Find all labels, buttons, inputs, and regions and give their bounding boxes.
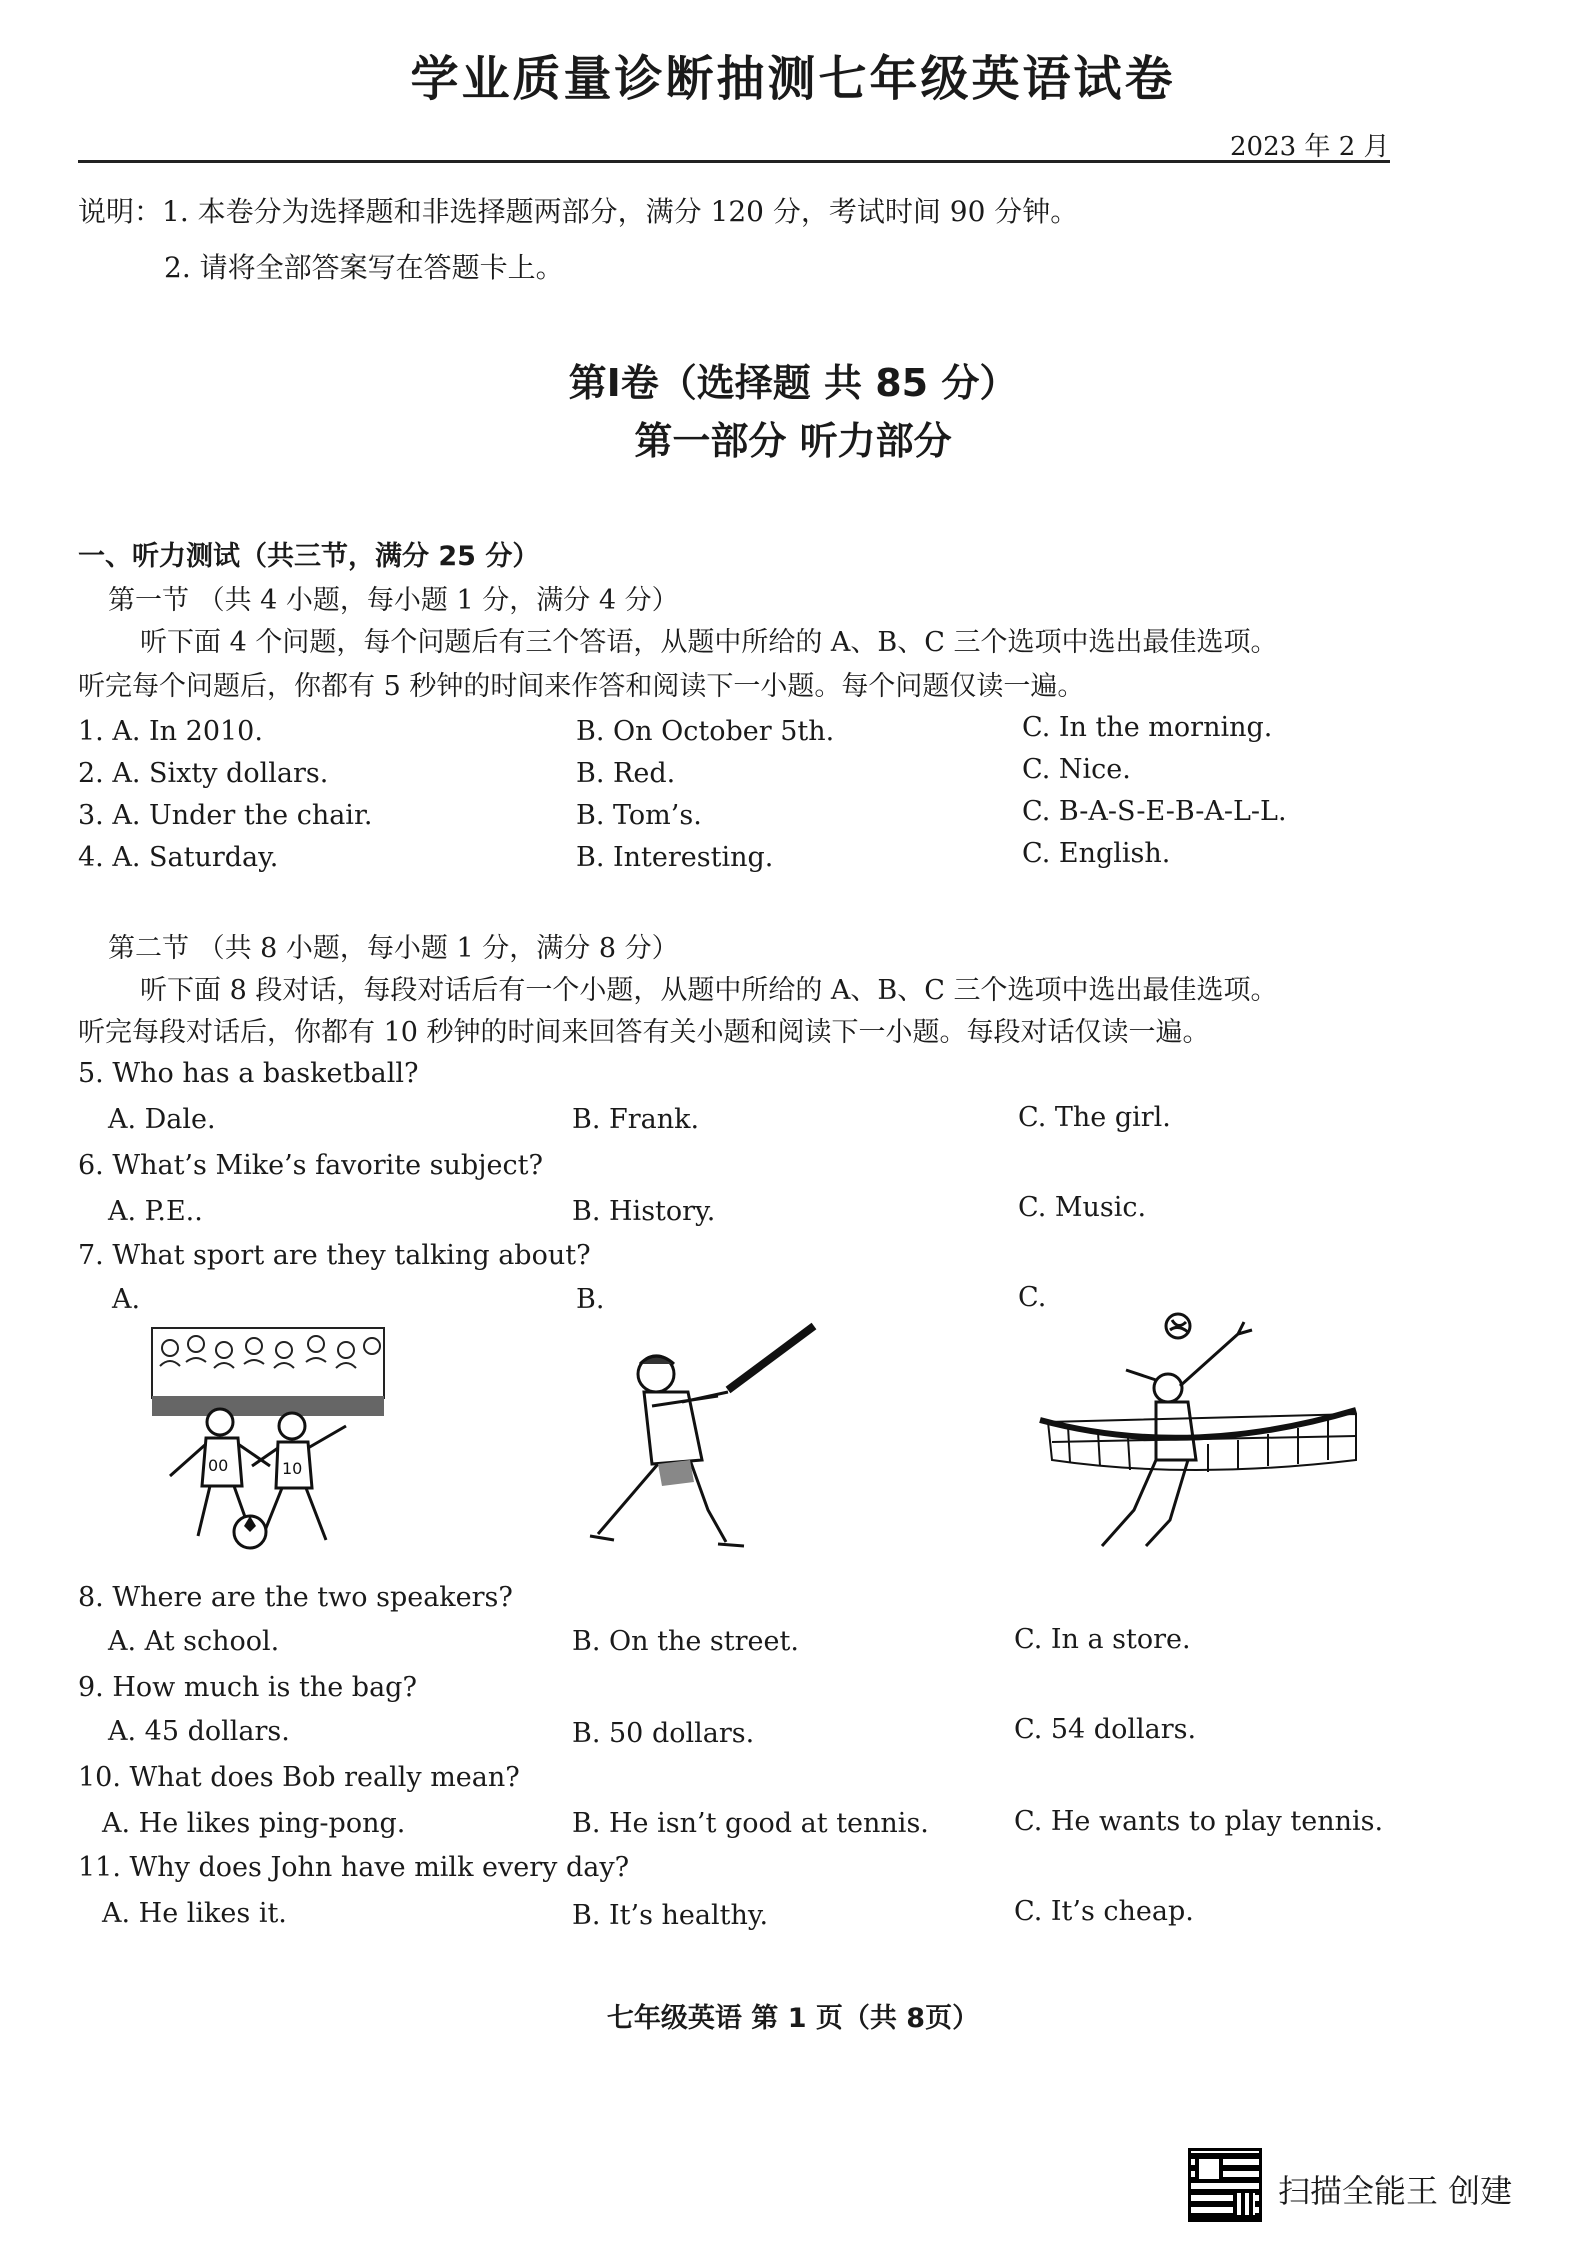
note-line-1: 说明：1. 本卷分为选择题和非选择题两部分，满分 120 分，考试时间 90 分钟。 xyxy=(78,195,1079,228)
q7-option-a-label: A. xyxy=(112,1284,141,1315)
soccer-illustration xyxy=(150,1326,386,1562)
note-line-2: 2. 请将全部答案写在答题卡上。 xyxy=(164,251,564,284)
section1-instruction-2: 听完每个问题后，你都有 5 秒钟的时间来作答和阅读下一小题。每个问题仅读一遍。 xyxy=(78,671,1085,702)
scanner-watermark: 扫描全能王 创建 xyxy=(1278,2172,1513,2210)
q6-option-c: C. Music. xyxy=(1018,1192,1147,1223)
q1-option-b: B. On October 5th. xyxy=(576,716,835,747)
q9-option-b: B. 50 dollars. xyxy=(572,1718,755,1749)
volume-heading: 第Ⅰ卷（选择题 共 85 分） xyxy=(568,361,1018,405)
section1-instruction-1: 听下面 4 个问题，每个问题后有三个答语，从题中所给的 A、B、C 三个选项中选出最佳选项。 xyxy=(140,627,1278,658)
part-heading: 第一部分 听力部分 xyxy=(634,419,952,463)
q7-question: 7. What sport are they talking about? xyxy=(78,1240,591,1271)
q7-option-c-label: C. xyxy=(1018,1282,1047,1313)
exam-date: 2023 年 2 月 xyxy=(1230,132,1390,162)
q4-option-a: 4. A. Saturday. xyxy=(78,842,279,873)
q5-option-c: C. The girl. xyxy=(1018,1102,1171,1133)
q4-option-b: B. Interesting. xyxy=(576,842,774,873)
q7-option-b-label: B. xyxy=(576,1284,605,1315)
listening-heading: 一、听力测试（共三节，满分 25 分） xyxy=(78,541,540,572)
q2-option-c: C. Nice. xyxy=(1022,754,1131,785)
page-footer: 七年级英语 第 1 页（共 8页） xyxy=(606,2003,980,2034)
section2-heading: 第二节 （共 8 小题，每小题 1 分，满分 8 分） xyxy=(108,933,679,964)
q2-option-b: B. Red. xyxy=(576,758,676,789)
q9-option-a: A. 45 dollars. xyxy=(108,1716,290,1747)
qr-code-icon xyxy=(1188,2148,1262,2222)
q8-option-b: B. On the street. xyxy=(572,1626,799,1657)
q4-option-c: C. English. xyxy=(1022,838,1171,869)
q6-option-a: A. P.E.. xyxy=(108,1196,203,1227)
q3-option-c: C. B-A-S-E-B-A-L-L. xyxy=(1022,796,1287,827)
q1-option-a: 1. A. In 2010. xyxy=(78,716,263,747)
q8-question: 8. Where are the two speakers? xyxy=(78,1582,513,1613)
q11-option-a: A. He likes it. xyxy=(102,1898,287,1929)
q10-option-a: A. He likes ping-pong. xyxy=(102,1808,406,1839)
q10-option-b: B. He isn’t good at tennis. xyxy=(572,1808,929,1839)
q9-option-c: C. 54 dollars. xyxy=(1014,1714,1197,1745)
exam-title: 学业质量诊断抽测七年级英语试卷 xyxy=(410,51,1176,107)
q5-option-a: A. Dale. xyxy=(108,1104,216,1135)
q11-option-c: C. It’s cheap. xyxy=(1014,1896,1194,1927)
section2-instruction-1: 听下面 8 段对话，每段对话后有一个小题，从题中所给的 A、B、C 三个选项中选出最佳选项。 xyxy=(140,975,1278,1006)
q5-option-b: B. Frank. xyxy=(572,1104,700,1135)
q11-question: 11. Why does John have milk every day? xyxy=(78,1852,630,1883)
header-divider xyxy=(78,160,1390,163)
q2-option-a: 2. A. Sixty dollars. xyxy=(78,758,329,789)
q11-option-b: B. It’s healthy. xyxy=(572,1900,769,1931)
section2-instruction-2: 听完每段对话后，你都有 10 秒钟的时间来回答有关小题和阅读下一小题。每段对话仅读一遍。 xyxy=(78,1017,1210,1048)
q10-option-c: C. He wants to play tennis. xyxy=(1014,1806,1384,1837)
q8-option-c: C. In a store. xyxy=(1014,1624,1191,1655)
q3-option-a: 3. A. Under the chair. xyxy=(78,800,373,831)
svg-text:00: 00 xyxy=(208,1456,229,1475)
q10-question: 10. What does Bob really mean? xyxy=(78,1762,520,1793)
section1-heading: 第一节 （共 4 小题，每小题 1 分，满分 4 分） xyxy=(108,585,679,616)
q1-option-c: C. In the morning. xyxy=(1022,712,1273,743)
svg-text:10: 10 xyxy=(282,1459,303,1478)
q8-option-a: A. At school. xyxy=(108,1626,280,1657)
q6-question: 6. What’s Mike’s favorite subject? xyxy=(78,1150,543,1181)
volleyball-illustration xyxy=(1038,1310,1358,1560)
q5-question: 5. Who has a basketball? xyxy=(78,1058,419,1089)
q9-question: 9. How much is the bag? xyxy=(78,1672,417,1703)
q6-option-b: B. History. xyxy=(572,1196,716,1227)
q3-option-b: B. Tom’s. xyxy=(576,800,702,831)
baseball-illustration xyxy=(578,1320,828,1560)
